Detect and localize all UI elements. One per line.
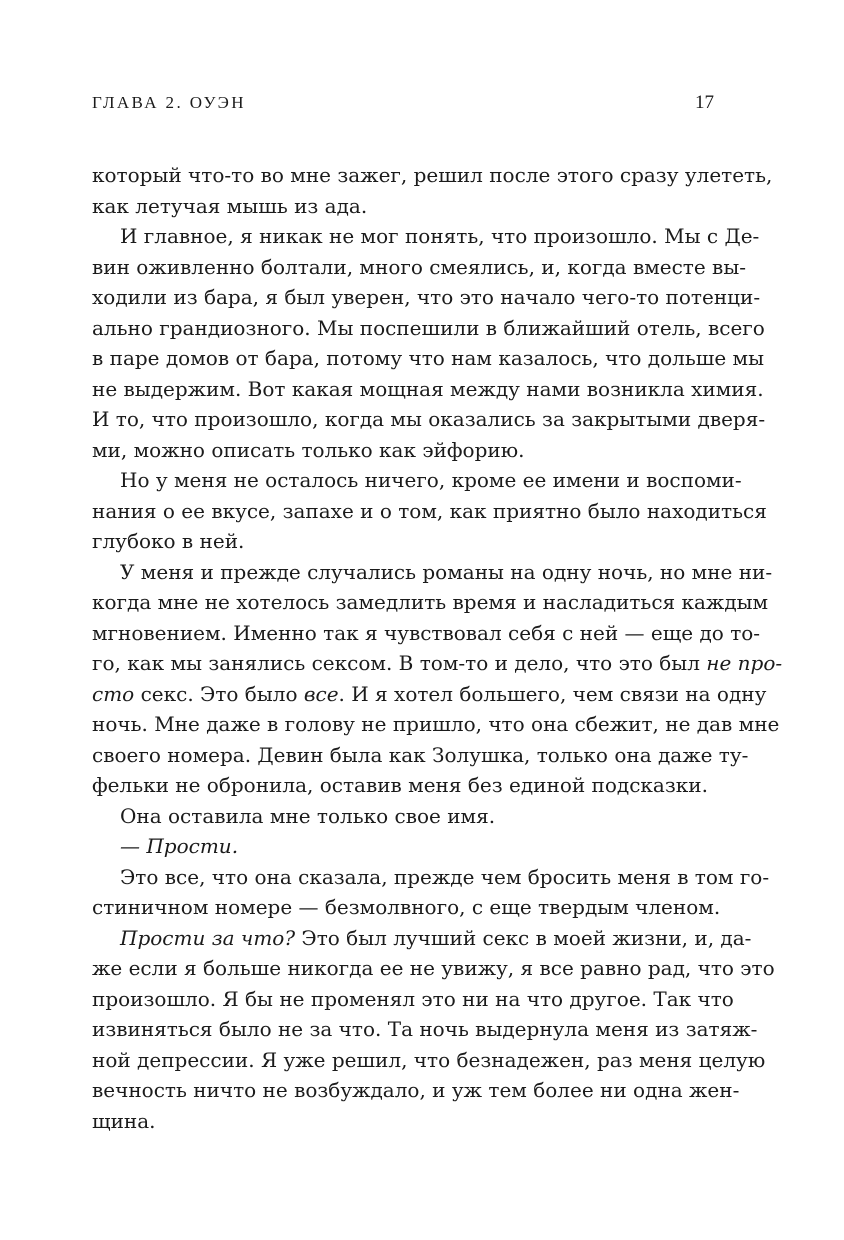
text-line	[92, 618, 761, 649]
text-segment: когда мне не хотелось замедлить время и насладиться каждым	[92, 590, 769, 614]
text-line	[92, 374, 764, 405]
text-segment: вечность ничто не возбуждало, и уж тем более ни одна жен-	[92, 1078, 740, 1102]
text-segment: глубоко в ней.	[92, 529, 245, 553]
page-number: 17	[695, 92, 714, 113]
text-segment: Она оставила мне только свое имя.	[120, 803, 496, 828]
text-line	[92, 1075, 740, 1106]
text-line	[92, 648, 783, 679]
text-line	[92, 435, 714, 466]
text-segment: И то, что произошло, когда мы оказались за закрытыми дверя-	[92, 407, 766, 431]
text-segment: ми, можно описать только как эйфорию.	[92, 437, 525, 462]
text-segment: ально грандиозного. Мы поспешили в ближайший отель, всего	[92, 315, 765, 340]
text-segment: щина.	[92, 1108, 156, 1133]
body-text	[92, 160, 783, 1136]
text-line	[92, 923, 752, 954]
text-line	[92, 343, 765, 374]
text-segment: Но у меня не осталось ничего, кроме ее имени и воспоми-	[120, 468, 742, 492]
text-line	[92, 984, 734, 1015]
text-segment: в паре домов от бара, потому что нам казалось, что дольше мы	[92, 346, 765, 370]
text-segment: ной депрессии. Я уже решил, что безнадежен, раз меня целую	[92, 1047, 766, 1072]
text-segment: своего номера. Девин была как Золушка, только она даже ту-	[92, 742, 749, 767]
text-line	[92, 1014, 758, 1045]
text-line	[92, 587, 769, 618]
text-line	[92, 282, 761, 313]
text-line	[92, 160, 773, 191]
text-line	[92, 313, 765, 344]
text-segment: У меня и прежде случались романы на одну ночь, но мне ни-	[120, 559, 773, 584]
text-line	[92, 404, 766, 435]
text-line	[92, 557, 773, 588]
chapter-title: ГЛАВА 2. ОУЭН	[92, 93, 246, 112]
text-line	[92, 953, 775, 984]
italic-text: все	[303, 681, 339, 706]
text-line	[92, 496, 767, 527]
text-segment: . И я хотел большего, чем связи на одну	[338, 681, 767, 706]
text-line	[92, 801, 714, 832]
italic-text: не про-	[706, 651, 783, 675]
text-segment: произошло. Я бы не променял это ни на что другое. Так что	[92, 986, 734, 1011]
text-segment: Это был лучший секс в моей жизни, и, да-	[295, 925, 752, 950]
text-line	[92, 770, 714, 801]
text-segment: который что-то во мне зажег, решил после этого сразу улететь,	[92, 163, 773, 187]
text-line	[92, 191, 714, 222]
text-segment: ночь. Мне даже в голову не пришло, что она сбежит, не дав мне	[92, 712, 780, 736]
text-line	[92, 831, 714, 862]
italic-text: Прости за что?	[120, 925, 296, 950]
text-segment: извиняться было не за что. Та ночь выдернула меня из затяж-	[92, 1017, 758, 1041]
text-segment: же если я больше никогда ее не увижу, я все равно рад, что это	[92, 956, 775, 980]
text-line	[92, 252, 746, 283]
text-segment: фельки не обронила, оставив меня без единой подсказки.	[92, 773, 708, 797]
text-segment: вин оживленно болтали, много смеялись, и, когда вместе вы-	[92, 254, 746, 279]
text-line	[92, 465, 742, 496]
text-line	[92, 679, 767, 710]
text-segment: го, как мы занялись сексом. В том-то и дело, что это был	[92, 651, 707, 675]
text-segment: как летучая мышь из ада.	[92, 193, 368, 218]
running-head	[92, 92, 714, 122]
text-segment: стиничном номере — безмолвного, с еще твердым членом.	[92, 895, 721, 919]
text-line	[92, 862, 770, 893]
text-line	[92, 526, 714, 557]
text-line	[92, 1045, 766, 1076]
italic-text: сто	[92, 681, 135, 706]
text-line	[92, 740, 749, 771]
text-line	[92, 1106, 714, 1137]
text-segment: мгновением. Именно так я чувствовал себя с ней — еще до то-	[92, 620, 761, 645]
text-segment: ходили из бара, я был уверен, что это начало чего-то потенци-	[92, 285, 761, 309]
italic-text: — Прости.	[120, 834, 239, 858]
text-line	[92, 221, 760, 252]
text-segment: секс. Это было	[134, 681, 304, 706]
text-segment: Это все, что она сказала, прежде чем бросить меня в том го-	[120, 864, 770, 889]
text-line	[92, 892, 721, 923]
text-segment: не выдержим. Вот какая мощная между нами возникла химия.	[92, 376, 764, 401]
text-segment: нания о ее вкусе, запахе и о том, как приятно было находиться	[92, 498, 767, 523]
text-line	[92, 709, 780, 740]
text-segment: И главное, я никак не мог понять, что произошло. Мы с Де-	[120, 224, 760, 248]
